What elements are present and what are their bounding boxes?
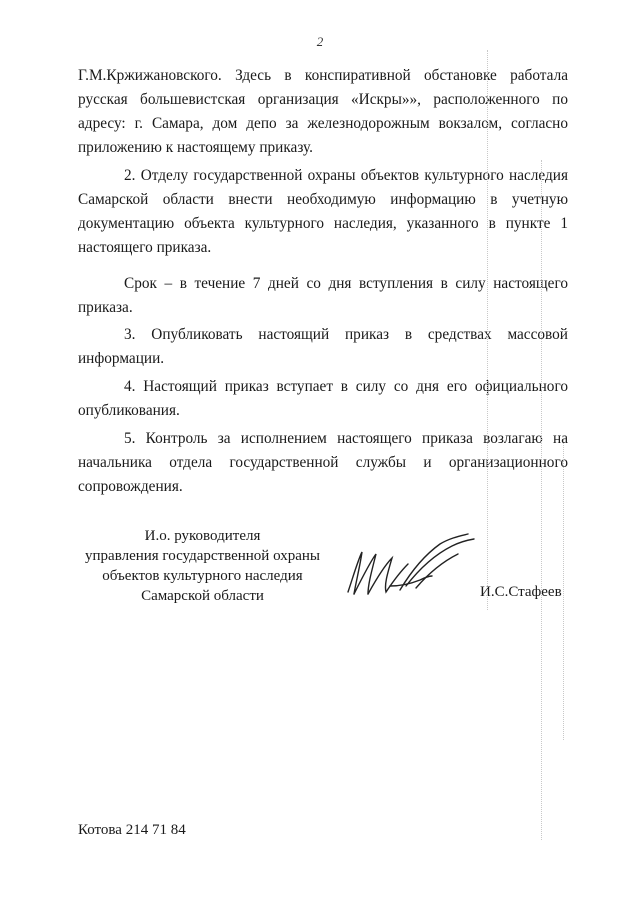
- signer-name: И.С.Стафеев: [480, 584, 562, 600]
- handwritten-signature: [340, 530, 480, 610]
- scan-line: [563, 440, 564, 740]
- signature-title: [70, 526, 335, 606]
- paragraph-2: 2. Отделу государственной охраны объектов культурного наследия Самарской области внести необходимую информацию в учетную документацию объекта культурного наследия, указанного в пункте 1 настоящего приказа.: [78, 167, 568, 256]
- page-number: 2: [316, 34, 324, 49]
- executor-contact: Котова 214 71 84: [78, 822, 186, 838]
- paragraph-5: 5. Контроль за исполнением настоящего приказа возлагаю на начальника отдела государственной службы и организационного сопровождения.: [78, 430, 568, 495]
- scan-line: [487, 50, 488, 610]
- signature-title-line: Самарской области: [141, 588, 264, 604]
- signature-title-line: И.о. руководителя: [144, 528, 261, 544]
- paragraph-4: 4. Настоящий приказ вступает в силу со дня его официального опубликования.: [78, 378, 568, 419]
- paragraph-3: 3. Опубликовать настоящий приказ в средствах массовой информации.: [78, 326, 568, 367]
- signature-title-line: объектов культурного наследия: [102, 568, 303, 584]
- signature-title-line: управления государственной охраны: [85, 548, 320, 564]
- scan-line: [541, 160, 542, 840]
- paragraph-deadline: Срок – в течение 7 дней со дня вступления в силу настоящего приказа.: [78, 275, 568, 316]
- paragraph-1-continuation: Г.М.Кржижановского. Здесь в конспиративной обстановке работала русская большевистская организация «Искры»», расположенного по адресу: г. Самара, дом депо за железнодорожным вокзалом, согласно приложению к настоящему приказу.: [78, 67, 568, 156]
